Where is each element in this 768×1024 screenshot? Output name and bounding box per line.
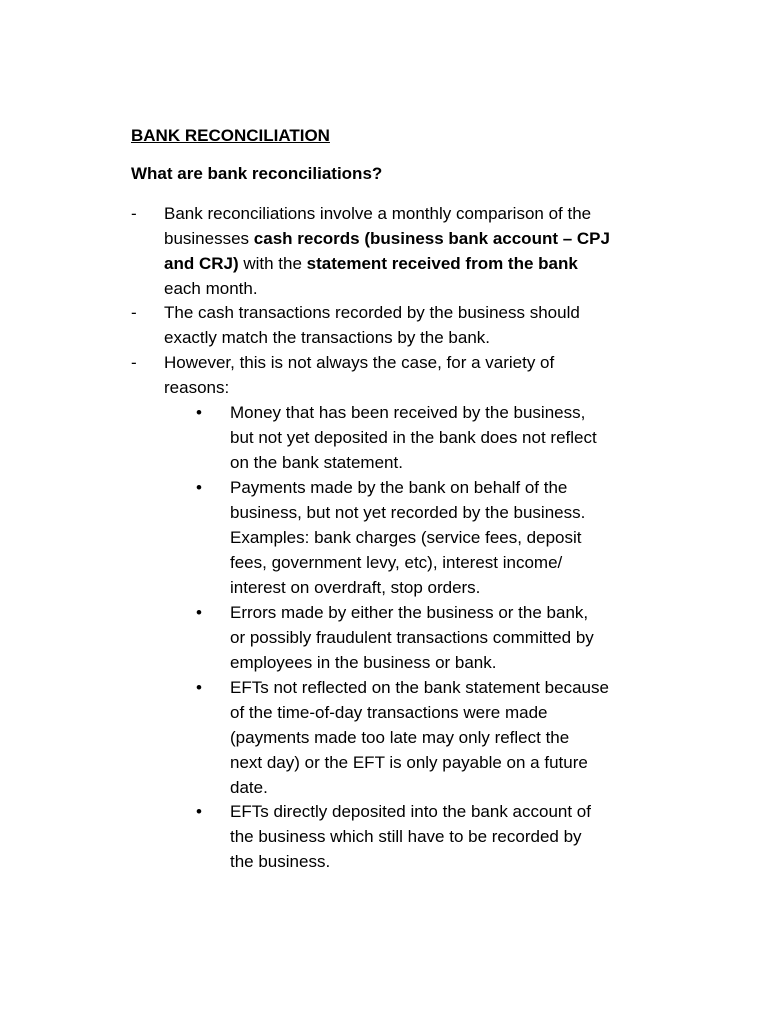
bullet-marker: • <box>196 678 202 697</box>
text-line: date. <box>230 778 268 797</box>
text-run: with the <box>238 254 307 273</box>
dash-list-item <box>164 350 624 400</box>
section-heading: What are bank reconciliations? <box>131 164 383 183</box>
bold-text-run: cash records (business bank account – CPJ <box>253 229 610 248</box>
text-line: Errors made by either the business or the bank, <box>230 603 589 622</box>
text-line: business, but not yet recorded by the business. <box>230 503 586 522</box>
text-line: or possibly fraudulent transactions committed by <box>230 628 594 647</box>
text-line: Examples: bank charges (service fees, deposit <box>230 528 582 547</box>
bold-text-run: and CRJ) <box>164 254 239 273</box>
bullet-marker: • <box>196 403 202 422</box>
dash-marker: - <box>131 204 137 223</box>
text-line: (payments made too late may only reflect the <box>230 728 570 747</box>
text-line: The cash transactions recorded by the business should <box>164 303 580 322</box>
text-line: However, this is not always the case, for a variety of <box>164 353 555 372</box>
text-line: but not yet deposited in the bank does not reflect <box>230 428 597 447</box>
bullet-list-item <box>230 799 690 874</box>
dash-list-item <box>164 201 624 301</box>
bullet-list-item <box>230 600 690 675</box>
text-line: EFTs directly deposited into the bank account of <box>230 802 591 821</box>
text-line: of the time-of-day transactions were made <box>230 703 548 722</box>
dash-list-item <box>164 300 624 350</box>
text-line: interest on overdraft, stop orders. <box>230 578 481 597</box>
text-line: employees in the business or bank. <box>230 653 497 672</box>
text-line: reasons: <box>164 378 230 397</box>
text-line: exactly match the transactions by the bank. <box>164 328 491 347</box>
text-line: fees, government levy, etc), interest income/ <box>230 553 563 572</box>
text-line: the business which still have to be recorded by <box>230 827 582 846</box>
text-line: EFTs not reflected on the bank statement because <box>230 678 609 697</box>
bold-text-run: statement received from the bank <box>306 254 578 273</box>
document-title: BANK RECONCILIATION <box>131 126 330 145</box>
text-line: Payments made by the bank on behalf of the <box>230 478 568 497</box>
bullet-list-item <box>230 675 690 800</box>
dash-marker: - <box>131 353 137 372</box>
bullet-list-item <box>230 400 690 475</box>
text-line: Money that has been received by the business, <box>230 403 586 422</box>
bullet-marker: • <box>196 802 202 821</box>
dash-marker: - <box>131 303 137 322</box>
text-line: the business. <box>230 852 331 871</box>
text-line: next day) or the EFT is only payable on a future <box>230 753 588 772</box>
text-line <box>164 251 624 276</box>
text-line <box>164 226 624 251</box>
bullet-marker: • <box>196 603 202 622</box>
text-line: Bank reconciliations involve a monthly comparison of the <box>164 204 592 223</box>
text-line: on the bank statement. <box>230 453 403 472</box>
bullet-list-item <box>230 475 690 600</box>
text-line: each month. <box>164 279 258 298</box>
text-run: businesses <box>164 229 254 248</box>
bullet-marker: • <box>196 478 202 497</box>
